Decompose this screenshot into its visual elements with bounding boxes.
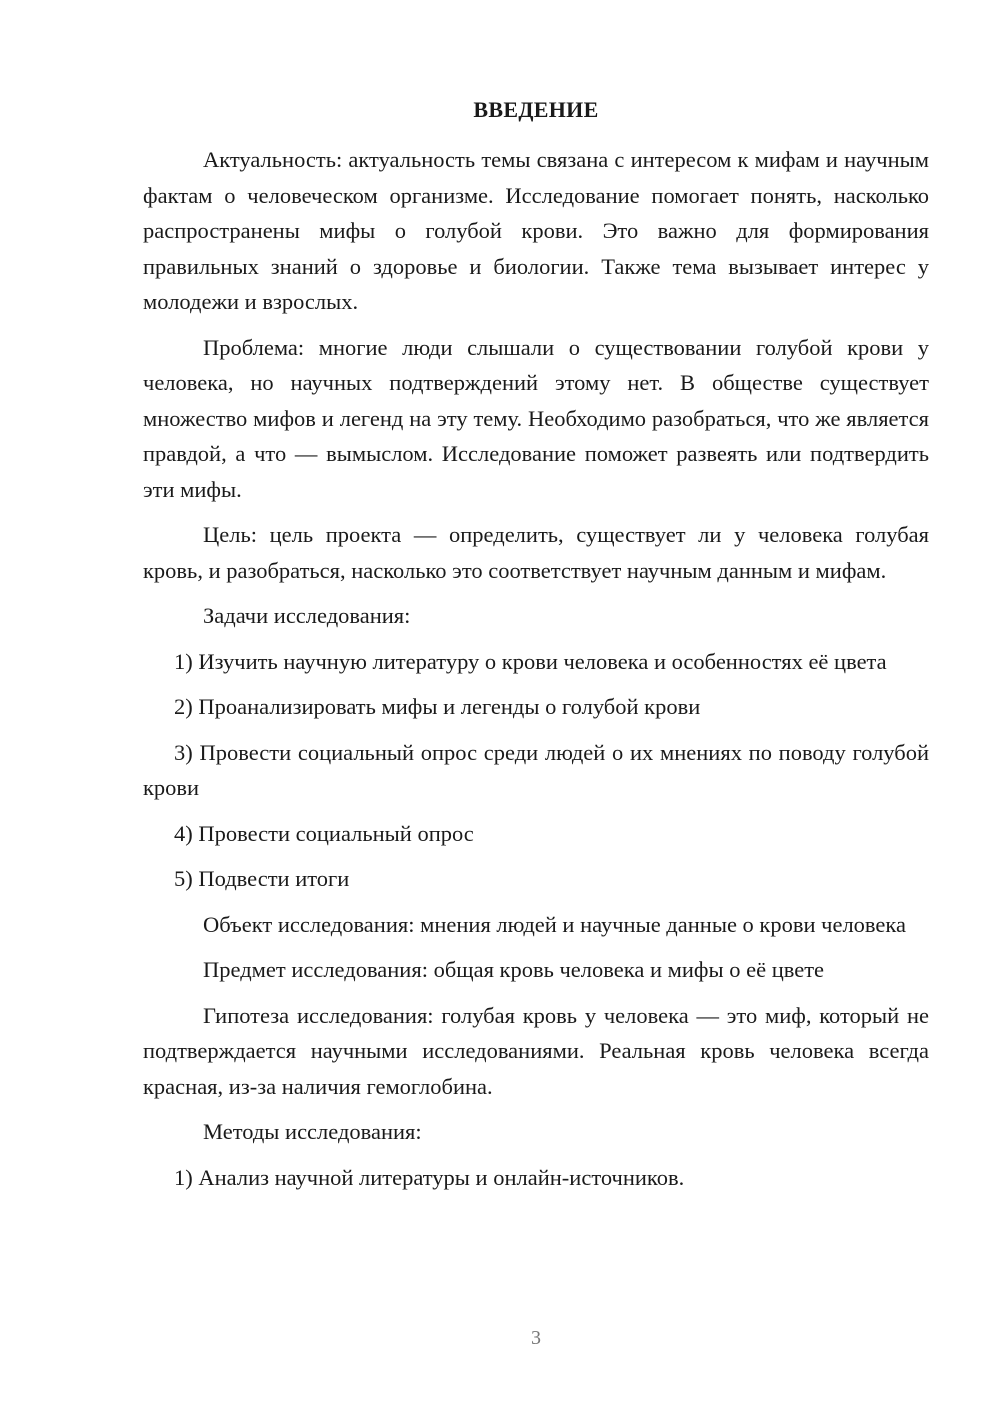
document-body bbox=[143, 142, 929, 1205]
paragraph-problem: Проблема: многие люди слышали о существовании голубой крови у человека, но научных подтверждений этому нет. В обществе существует множество мифов и легенд на эту тему. Необходимо разобраться, что же является правдой, а что — вымыслом. Исследование поможет развеять или подтвердить эти мифы. bbox=[143, 334, 929, 502]
task-item-3: 3) Провести социальный опрос среди людей о их мнениях по поводу голубой крови bbox=[143, 739, 929, 800]
tasks-heading: Задачи исследования: bbox=[203, 603, 411, 628]
page-title: ВВЕДЕНИЕ bbox=[473, 97, 599, 122]
task-item-1: 1) Изучить научную литературу о крови человека и особенностях её цвета bbox=[174, 648, 887, 674]
page-number: 3 bbox=[531, 1327, 541, 1349]
paragraph-subject: Предмет исследования: общая кровь человека и мифы о её цвете bbox=[203, 957, 825, 982]
paragraph-relevance: Актуальность: актуальность темы связана с интересом к мифам и научным фактам о человеческом организме. Исследование помогает понять, насколько распространены мифы о голубой крови. Это важно для формирования правильных знаний о здоровье и биологии. Также тема вызывает интерес у молодежи и взрослых. bbox=[143, 147, 929, 314]
paragraph-object: Объект исследования: мнения людей и научные данные о крови человека bbox=[203, 911, 906, 937]
paragraph-goal: Цель: цель проекта — определить, существует ли у человека голубая кровь, и разобраться, насколько это соответствует научным данным и мифам. bbox=[143, 522, 929, 583]
paragraph-hypothesis: Гипотеза исследования: голубая кровь у человека — это миф, который не подтверждается научными исследованиями. Реальная кровь человека всегда красная, из-за наличия гемоглобина. bbox=[143, 1002, 929, 1099]
task-item-4: 4) Провести социальный опрос bbox=[174, 820, 474, 846]
method-item-1: 1) Анализ научной литературы и онлайн-источников. bbox=[174, 1164, 685, 1190]
task-item-2: 2) Проанализировать мифы и легенды о голубой крови bbox=[174, 694, 701, 719]
task-item-5: 5) Подвести итоги bbox=[174, 866, 350, 891]
methods-heading: Методы исследования: bbox=[203, 1119, 422, 1144]
